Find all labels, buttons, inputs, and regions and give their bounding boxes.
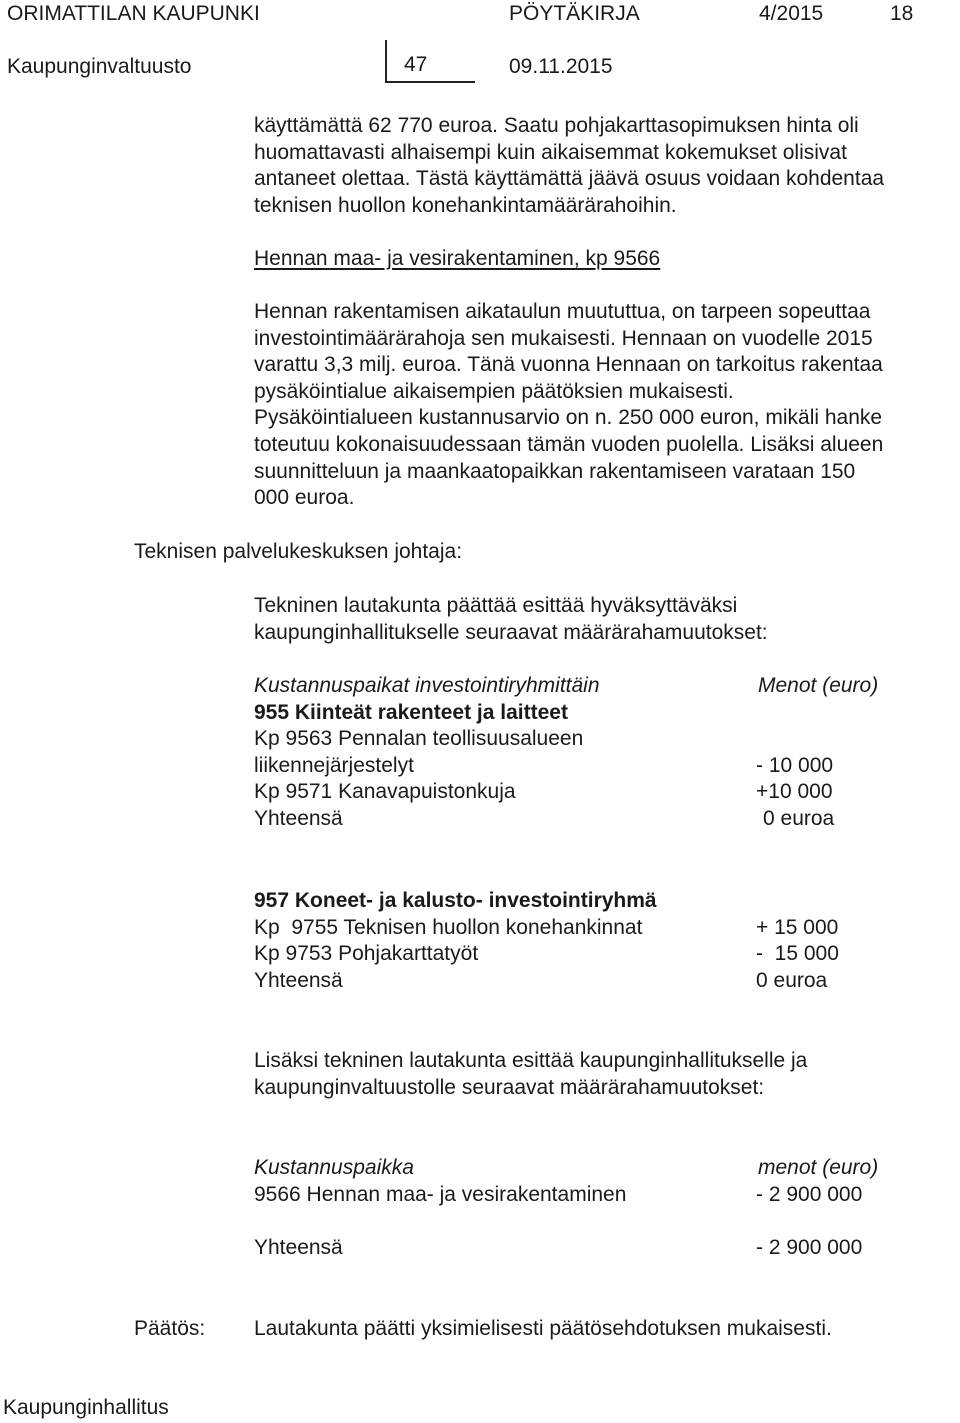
spacer-row: [254, 1208, 954, 1235]
additional-line: Lisäksi tekninen lautakunta esittää kaupunginhallitukselle ja: [254, 1049, 808, 1072]
hennan-line: investointimäärärahoja sen mukaisesti. Hennaan on vuodelle 2015: [254, 326, 873, 350]
decision-text: Lautakunta päätti yksimielisesti päätösehdotuksen mukaisesti.: [254, 1317, 832, 1340]
hennan-line: pysäköintialue aikaisempien päätöksien mukaisesti.: [254, 379, 734, 403]
row-label: 9566 Hennan maa- ja vesirakentaminen: [254, 1182, 627, 1206]
footer-body: Kaupunginhallitus: [3, 1396, 169, 1419]
row-value: - 10 000: [756, 753, 834, 777]
header-doc-type: PÖYTÄKIRJA: [509, 2, 640, 25]
col-header-expenses: menot (euro): [758, 1156, 879, 1179]
row-label: Kp 9563 Pennalan teollisuusalueen: [254, 727, 584, 751]
header-page-number: 18: [890, 2, 914, 25]
group-title-955: 955 Kiinteät rakenteet ja laitteet: [254, 700, 568, 724]
row-value: + 15 000: [756, 915, 839, 939]
hennan-line: Hennan rakentamisen aikataulun muututtua, on tarpeen sopeuttaa: [254, 300, 871, 323]
total-label: Yhteensä: [254, 1235, 343, 1259]
row-value: +10 000: [756, 780, 833, 804]
additional-line: kaupunginvaltuustolle seuraavat määrärahamuutokset:: [254, 1075, 765, 1099]
group-title-957: 957 Koneet- ja kalusto- investointiryhmä: [254, 889, 657, 912]
row-label: Yhteensä: [254, 968, 343, 992]
header-body: Kaupunginvaltuusto: [7, 55, 192, 78]
table-header-row: [254, 673, 954, 700]
header-org: ORIMATTILAN KAUPUNKI: [7, 2, 260, 25]
hennan-line: suunnitteluun ja maankaatopaikkan rakentamiseen varataan 150: [254, 459, 856, 483]
table-row: [254, 726, 954, 753]
table-header-row: [254, 1155, 954, 1182]
row-label: Yhteensä: [254, 806, 343, 830]
intro-line: teknisen huollon konehankintamäärärahoihin.: [254, 193, 677, 217]
hennan-line: toteutuu kokonaisuudessaan tämän vuoden puolella. Lisäksi alueen: [254, 432, 884, 456]
director-label: Teknisen palvelukeskuksen johtaja:: [134, 540, 463, 563]
col-header-cost-center: Kustannuspaikka: [254, 1156, 414, 1179]
hennan-line: 000 euroa.: [254, 486, 355, 510]
col-header-expenses: Menot (euro): [758, 674, 879, 697]
hennan-heading: Hennan maa- ja vesirakentaminen, kp 9566: [254, 247, 661, 270]
table-total-row: [254, 1235, 954, 1262]
row-value: 0 euroa: [763, 806, 835, 830]
budget-table-955: [254, 673, 954, 833]
hennan-line: varattu 3,3 milj. euroa. Tänä vuonna Hennaan on tarkoitus rakentaa: [254, 353, 883, 377]
table-row: [254, 968, 954, 995]
row-value: 0 euroa: [756, 968, 828, 992]
section-number-box: [385, 40, 475, 83]
proposal-line: Tekninen lautakunta päättää esittää hyväksyttäväksi: [254, 594, 738, 617]
table-row: [254, 779, 954, 806]
table-row: [254, 1182, 954, 1209]
row-label: Kp 9755 Teknisen huollon konehankinnat: [254, 915, 643, 939]
intro-line: antaneet olettaa. Tästä käyttämättä jäävä osuus voidaan kohdentaa: [254, 167, 885, 191]
hennan-paragraph: [254, 299, 954, 512]
header-section: 47: [404, 53, 428, 76]
row-label: Kp 9753 Pohjakarttatyöt: [254, 942, 479, 966]
proposal-paragraph: [254, 593, 954, 646]
intro-line: käyttämättä 62 770 euroa. Saatu pohjakarttasopimuksen hinta oli: [254, 114, 859, 137]
budget-table-hennan: [254, 1155, 954, 1261]
header-doc-number: 4/2015: [759, 2, 824, 25]
total-value: - 2 900 000: [756, 1235, 863, 1259]
table-row: [254, 915, 954, 942]
table-row: [254, 753, 954, 780]
intro-line: huomattavasti alhaisempi kuin aikaisemmat kokemukset olisivat: [254, 140, 847, 164]
col-header-cost-centers: Kustannuspaikat investointiryhmittäin: [254, 674, 600, 697]
header-date: 09.11.2015: [509, 55, 613, 78]
proposal-line: kaupunginhallitukselle seuraavat määrärahamuutokset:: [254, 620, 768, 644]
row-label: liikennejärjestelyt: [254, 753, 414, 777]
decision-label: Päätös:: [134, 1317, 206, 1340]
budget-table-957: [254, 888, 954, 994]
additional-paragraph: [254, 1048, 954, 1101]
intro-paragraph: [254, 113, 954, 219]
hennan-line: Pysäköintialueen kustannusarvio on n. 250 000 euron, mikäli hanke: [254, 406, 883, 430]
table-row: [254, 806, 954, 833]
row-value: - 2 900 000: [756, 1182, 863, 1206]
row-value: - 15 000: [756, 942, 839, 966]
table-row: [254, 941, 954, 968]
row-label: Kp 9571 Kanavapuistonkuja: [254, 780, 516, 804]
